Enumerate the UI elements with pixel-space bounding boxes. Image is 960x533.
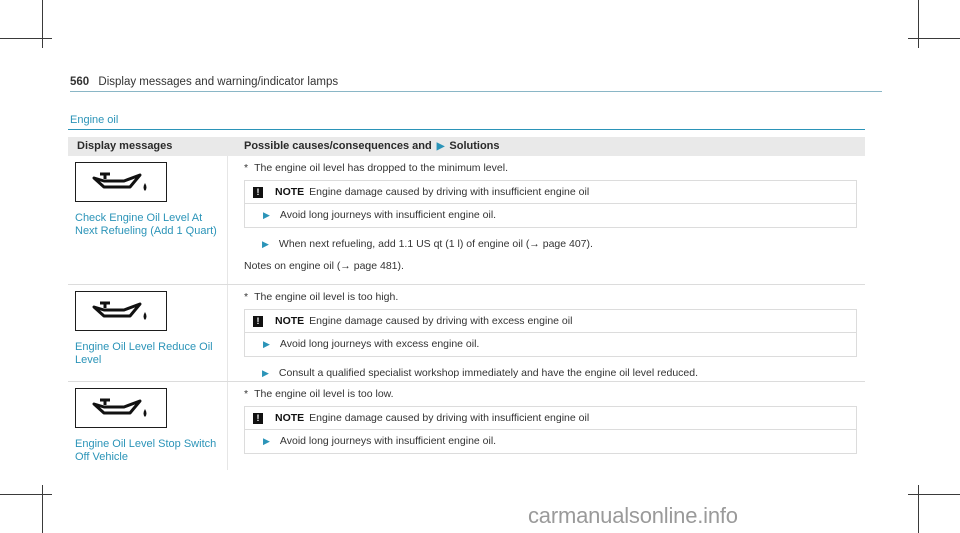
table-row <box>68 382 865 470</box>
message-cell <box>68 382 228 470</box>
oil-can-icon <box>75 291 167 331</box>
watermark: carmanualsonline.info <box>528 503 738 528</box>
note-box <box>244 180 857 228</box>
page-reference: Notes on engine oil (→ page 481). <box>244 260 404 272</box>
table-row <box>68 285 865 382</box>
note-header <box>245 407 856 430</box>
chapter-title: Display messages and warning/indicator lamps <box>98 76 339 88</box>
warning-icon: ! <box>253 187 263 198</box>
note-text: Engine damage caused by driving with excess engine oil <box>309 315 573 327</box>
note-box <box>244 309 857 357</box>
crop-mark <box>0 38 52 39</box>
note-label: NOTE <box>275 412 305 424</box>
note-label: NOTE <box>275 315 305 327</box>
note-action-text: Avoid long journeys with insufficient engine oil. <box>279 435 497 447</box>
section-divider <box>68 129 865 130</box>
table-header <box>68 137 865 156</box>
warning-icon: ! <box>253 413 263 424</box>
cause-text: The engine oil level is too high. <box>254 291 399 303</box>
solution-step <box>244 357 857 385</box>
cause-text: The engine oil level is too low. <box>254 388 394 400</box>
column-header-causes <box>237 137 865 156</box>
cause-item <box>244 162 857 174</box>
message-cell <box>68 285 228 381</box>
solution-step <box>244 228 857 256</box>
page-header <box>70 76 338 88</box>
column-header-causes-label: Possible causes/consequences and <box>244 140 432 152</box>
display-message: Engine Oil Level Stop Switch Off Vehicle <box>75 438 217 463</box>
note-header <box>245 181 856 204</box>
column-header-display-messages: Display messages <box>77 140 173 152</box>
note-action <box>245 333 856 356</box>
note-action-text: Avoid long journeys with excess engine oil. <box>279 338 480 350</box>
play-arrow-icon: ▶ <box>436 141 445 152</box>
display-message: Check Engine Oil Level At Next Refueling (Add 1 Quart) <box>75 212 217 237</box>
solution-step-text: Consult a qualified specialist workshop immediately and have the engine oil level reduced. <box>278 367 698 379</box>
oil-can-icon <box>75 388 167 428</box>
bullet-asterisk: * <box>244 388 249 400</box>
display-message: Engine Oil Level Reduce Oil Level <box>75 341 213 366</box>
solution-cell <box>228 382 865 470</box>
column-header-solutions-label: Solutions <box>449 140 500 152</box>
note-label: NOTE <box>275 186 305 198</box>
crop-mark <box>0 494 52 495</box>
crop-mark <box>918 485 919 533</box>
header-divider <box>70 91 882 92</box>
warning-icon: ! <box>253 316 263 327</box>
note-text: Engine damage caused by driving with insufficient engine oil <box>309 186 590 198</box>
crop-mark <box>918 0 919 48</box>
cause-item <box>244 291 857 303</box>
messages-table <box>68 137 865 470</box>
note-header <box>245 310 856 333</box>
action-arrow-icon: ▶ <box>262 238 269 249</box>
note-text: Engine damage caused by driving with insufficient engine oil <box>309 412 590 424</box>
note-action <box>245 204 856 227</box>
note-action <box>245 430 856 453</box>
action-arrow-icon: ▶ <box>263 435 270 446</box>
crop-mark <box>42 485 43 533</box>
cause-text: The engine oil level has dropped to the minimum level. <box>254 162 508 174</box>
solution-step-text: When next refueling, add 1.1 US qt (1 l) of engine oil (→ page 407). <box>278 238 593 250</box>
action-arrow-icon: ▶ <box>262 367 269 378</box>
solution-cell <box>228 156 865 284</box>
bullet-asterisk: * <box>244 162 249 174</box>
crop-mark <box>908 38 960 39</box>
note-box <box>244 406 857 454</box>
note-action-text: Avoid long journeys with insufficient engine oil. <box>279 209 497 221</box>
crop-mark <box>908 494 960 495</box>
solution-cell <box>228 285 865 381</box>
action-arrow-icon: ▶ <box>263 209 270 220</box>
crop-mark <box>42 0 43 48</box>
bullet-asterisk: * <box>244 291 249 303</box>
cause-item <box>244 388 857 400</box>
action-arrow-icon: ▶ <box>263 338 270 349</box>
oil-can-icon <box>75 162 167 202</box>
table-row <box>68 156 865 285</box>
message-cell <box>68 156 228 284</box>
section-title: Engine oil <box>70 114 119 126</box>
page-number: 560 <box>70 76 90 88</box>
